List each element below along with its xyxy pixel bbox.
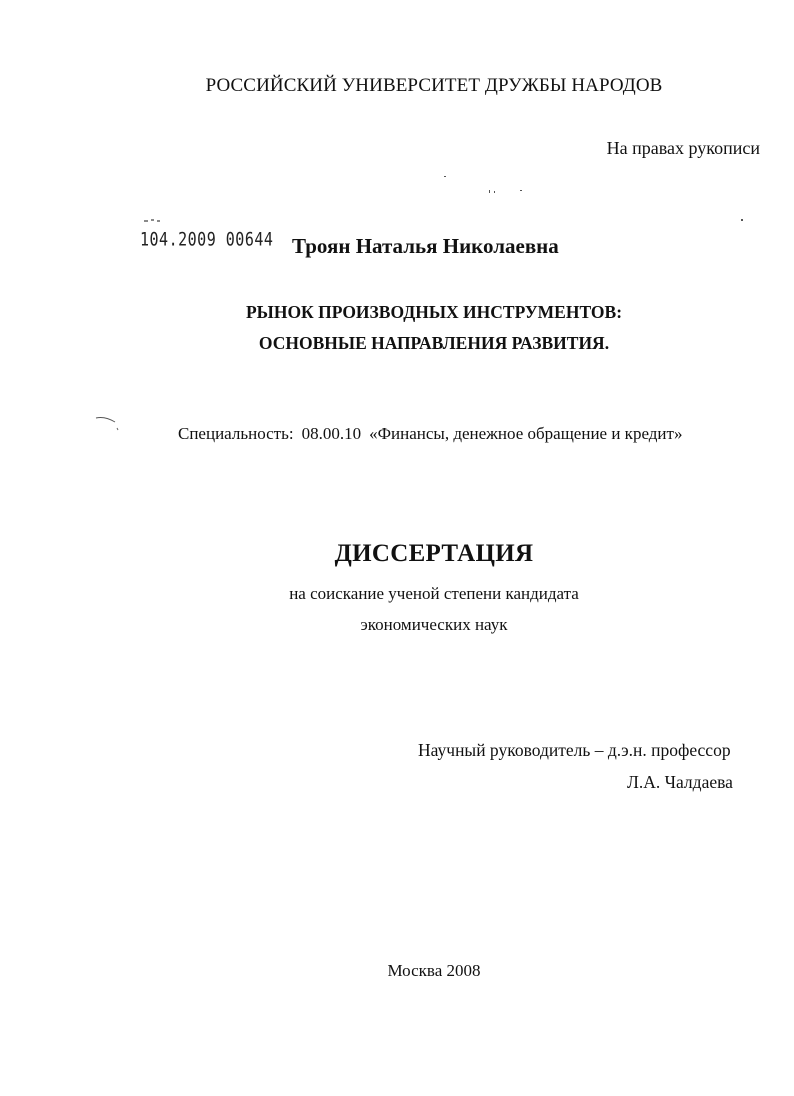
stamp-mark: [143, 218, 167, 224]
thesis-title-line-1: РЫНОК ПРОИЗВОДНЫХ ИНСТРУМЕНТОВ:: [245, 302, 623, 322]
specialty-name: «Финансы, денежное обращение и кредит»: [369, 424, 683, 443]
manuscript-rights: На правах рукописи: [606, 138, 760, 158]
author-name: Троян Наталья Николаевна: [292, 234, 559, 258]
archive-stamp-number: 104.2009 00644: [140, 228, 274, 251]
scan-speck: [741, 219, 743, 221]
advisor-name: Л.А. Чалдаева: [627, 772, 733, 792]
scan-speck: [444, 176, 446, 177]
scan-speck: [489, 190, 490, 193]
specialty-label: Специальность:: [178, 424, 294, 443]
specialty-code: 08.00.10: [301, 424, 362, 443]
degree-line-1: на соискание ученой степени кандидата: [289, 584, 579, 603]
scan-mark: [95, 414, 119, 434]
advisor-label: Научный руководитель – д.э.н. профессор: [418, 740, 731, 760]
specialty-line: [178, 424, 682, 444]
scan-speck: [520, 190, 522, 191]
university-name: РОССИЙСКИЙ УНИВЕРСИТЕТ ДРУЖБЫ НАРОДОВ: [205, 75, 663, 96]
degree-line-2: экономических наук: [360, 615, 508, 634]
city-year: Москва 2008: [387, 961, 481, 980]
document-type-heading: ДИССЕРТАЦИЯ: [334, 540, 534, 567]
thesis-title-line-2: ОСНОВНЫЕ НАПРАВЛЕНИЯ РАЗВИТИЯ.: [258, 333, 610, 353]
scan-speck: [494, 191, 495, 193]
